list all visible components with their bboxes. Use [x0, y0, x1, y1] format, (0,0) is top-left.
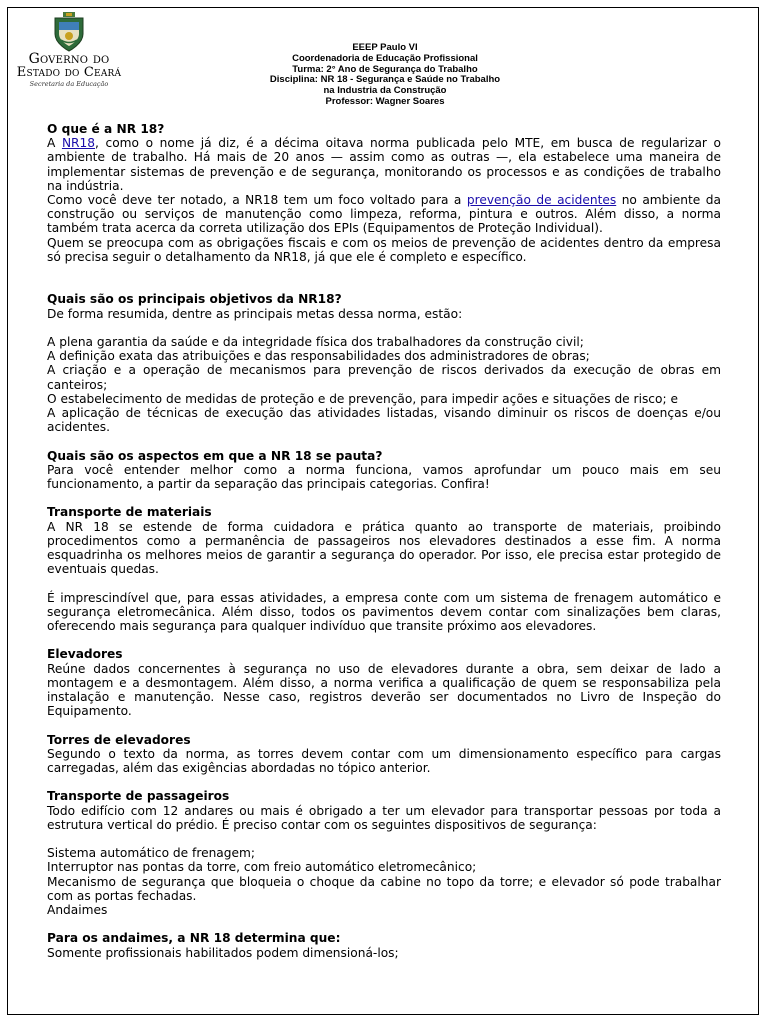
list-item: Mecanismo de segurança que bloqueia o choque da cabine no topo da torre; e elevador só pode trabalhar com as portas fechadas. — [47, 874, 721, 903]
paragraph: É imprescindível que, para essas atividades, a empresa conte com um sistema de frenagem automático e segurança eletromecânica. Além disso, todos os pavimentos devem contar com sinalizações bem claras, oferecendo mais segurança para qualquer indivíduo que transite próximo aos elevadores. — [47, 590, 721, 634]
prevencao-acidentes-link[interactable]: prevenção de acidentes — [466, 193, 617, 208]
header-discipline-cont: na Industria da Construção — [323, 85, 447, 97]
paragraph: Todo edifício com 12 andares ou mais é obrigado a ter um elevador para transportar pessoas por toda a estrutura vertical do prédio. É preciso contar com os seguintes dispositivos de segurança: — [47, 803, 721, 832]
section-title-transporte-passageiros: Transporte de passageiros — [47, 789, 230, 804]
section-title-what-is: O que é a NR 18? — [47, 122, 165, 136]
nr18-link[interactable]: NR18 — [61, 136, 96, 151]
header-class: Turma: 2° Ano de Segurança do Trabalho — [292, 63, 478, 75]
paragraph: Segundo o texto da norma, as torres devem contar com um dimensionamento específico para cargas carregadas, além das exigências abordadas no tópico anterior. — [47, 746, 721, 776]
list-item: O estabelecimento de medidas de proteção e de prevenção, para impedir ações e situações de risco; e — [47, 391, 678, 406]
section-title-aspects: Quais são os aspectos em que a NR 18 se pauta? — [47, 448, 383, 463]
list-item: A plena garantia da saúde e da integridade física dos trabalhadores da construção civil; — [47, 335, 584, 350]
section-title-objectives: Quais são os principais objetivos da NR18? — [47, 292, 342, 307]
paragraph: Somente profissionais habilitados podem dimensioná-los; — [47, 945, 399, 960]
paragraph: Como você deve ter notado, a NR18 tem um foco voltado para a prevenção de acidentes no ambiente da construção ou serviços de manutenção como limpeza, reforma, pintura e outros. Além disso, a norma também trata acerca da correta utilização dos EPIs (Equipamentos de Proteção Individual). — [47, 193, 721, 236]
government-logo — [10, 12, 128, 94]
section-title-elevadores: Elevadores — [47, 647, 123, 662]
paragraph: Para você entender melhor como a norma funciona, vamos aprofundar um pouco mais em seu funcionamento, a partir da separação das principais categorias. Confira! — [47, 462, 721, 492]
section-title-torres: Torres de elevadores — [47, 732, 191, 747]
list-item: A definição exata das atribuições e das responsabilidades dos administradores de obras; — [47, 349, 590, 364]
list-item: Interruptor nas pontas da torre, com freio automático eletromecânico; — [47, 860, 477, 875]
coat-of-arms-icon — [52, 12, 86, 52]
logo-text-secretaria: Secretaria da Educação — [29, 80, 109, 88]
header-school: EEEP Paulo VI — [352, 42, 418, 53]
list-item: A aplicação de técnicas de execução das atividades listadas, visando diminuir os riscos de doenças e/ou acidentes. — [47, 406, 721, 435]
logo-text-governo: Governo do — [28, 51, 110, 67]
document-header — [200, 43, 570, 108]
paragraph: Quem se preocupa com as obrigações fiscais e com os meios de prevenção de acidentes dentro da empresa só precisa seguir o detalhamento da NR18, já que ele é completo e específico. — [47, 235, 721, 264]
document-body — [47, 122, 721, 960]
section-title-andaimes: Para os andaimes, a NR 18 determina que: — [47, 931, 341, 946]
list-item: A criação e a operação de mecanismos para prevenção de riscos derivados da execução de obras em canteiros; — [47, 363, 721, 392]
paragraph: A NR 18 se estende de forma cuidadora e prática quanto ao transporte de materiais, proibindo procedimentos como a permanência de passageiros nos elevadores destinados a esse fim. A norma esquadrinha os melhores meios de garantir a segurança do operador. Por isso, ele precisa estar protegido de eventuais quedas. — [47, 519, 721, 577]
header-discipline: Disciplina: NR 18 - Segurança e Saúde no Trabalho — [269, 74, 501, 86]
list-item: Andaimes — [47, 903, 108, 918]
logo-text-estado: Estado do Ceará — [16, 65, 122, 80]
paragraph: Reúne dados concernentes à segurança no uso de elevadores durante a obra, sem deixar de lado a montagem e a desmontagem. Além disso, a norma verifica a qualificação de quem se responsabiliza pela instalação e manutenção. Nesse caso, registros deverão ser documentados no Livro de Inspeção do Equipamento. — [47, 661, 721, 719]
section-title-transporte-materiais: Transporte de materiais — [47, 505, 212, 520]
header-coordination: Coordenadoria de Educação Profissional — [292, 52, 478, 64]
header-teacher: Professor: Wagner Soares — [325, 95, 445, 107]
list-item: Sistema automático de frenagem; — [47, 846, 255, 861]
paragraph: De forma resumida, dentre as principais metas dessa norma, estão: — [47, 306, 463, 321]
paragraph: A NR18, como o nome já diz, é a décima oitava norma publicada pelo MTE, em busca de regularizar o ambiente de trabalho. Há mais de 20 anos — assim como as outras —, ela estabelece uma maneira de implementar sistemas de prevenção e de segurança, monitorando os processos e as condições de trabalho na indústria. — [47, 136, 721, 193]
